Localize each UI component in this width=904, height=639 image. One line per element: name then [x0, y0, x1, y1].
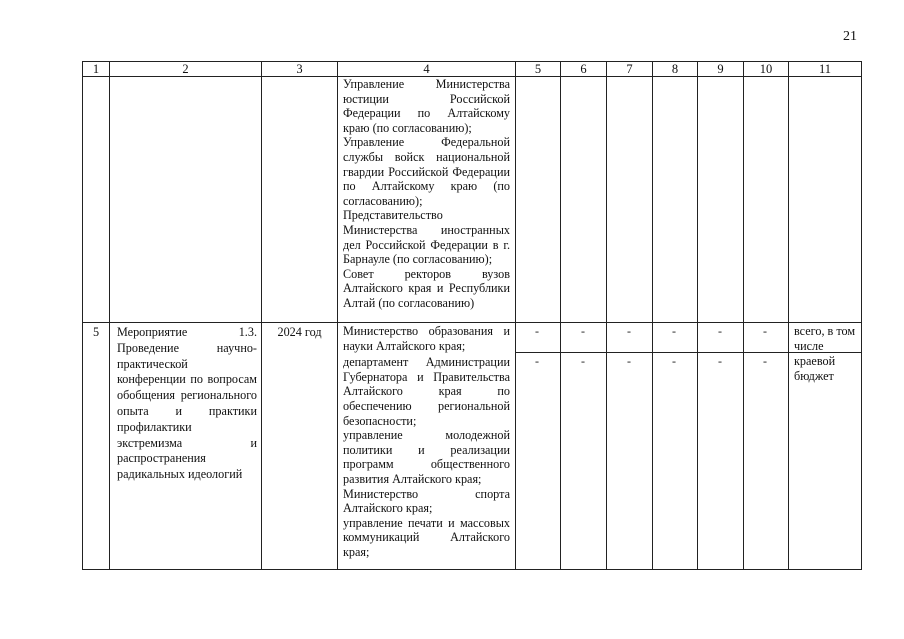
header-col-6: 6: [580, 62, 587, 76]
header-col-8: 8: [671, 62, 679, 76]
value-col7-regional: -: [627, 354, 631, 368]
value-col7-total: -: [627, 324, 631, 338]
row5-executors: [343, 324, 510, 560]
funding-source-total: всего, в том числе: [794, 324, 856, 353]
executor-item: Управление Федеральной службы войск национальной гвардии Российской Федерации по Алтайскому краю (по согласованию);: [343, 135, 510, 208]
value-col5-total: -: [535, 324, 539, 338]
header-col-11: 11: [818, 62, 832, 76]
value-col8-regional: -: [672, 354, 676, 368]
executor-item: управление печати и массовых коммуникаций Алтайского края;: [343, 515, 510, 559]
value-col9-regional: -: [718, 354, 722, 368]
value-col10-regional: -: [763, 354, 767, 368]
measure-year: 2024 год: [277, 325, 322, 339]
executor-item: департамент Администрации Губернатора и Правительства Алтайского края по обеспечению региональной безопасности;: [343, 355, 510, 428]
header-col-3: 3: [296, 62, 303, 76]
header-col-5: 5: [534, 62, 542, 76]
value-col6-regional: -: [581, 354, 585, 368]
executor-item: Министерство образования и науки Алтайского края;: [343, 324, 510, 353]
header-col-9: 9: [717, 62, 724, 76]
row-number: 5: [92, 325, 100, 339]
continuation-executors: [343, 77, 510, 311]
value-col10-total: -: [763, 324, 767, 338]
value-col9-total: -: [718, 324, 722, 338]
executor-item: Совет ректоров вузов Алтайского края и Республики Алтай (по согласованию): [343, 266, 510, 310]
header-col-4: 4: [423, 62, 430, 76]
value-col5-regional: -: [535, 354, 539, 368]
value-col6-total: -: [581, 324, 585, 338]
executor-item: Управление Министерства юстиции Российской Федерации по Алтайскому краю (по согласованию);: [343, 77, 510, 135]
header-col-7: 7: [626, 62, 633, 76]
page-number: 21: [843, 29, 857, 44]
header-col-10: 10: [759, 62, 773, 76]
executor-item: Представительство Министерства иностранных дел Российской Федерации в г. Барнауле (по согласованию);: [343, 208, 510, 267]
funding-source-regional: краевой бюджет: [794, 354, 836, 383]
measure-description: Мероприятие 1.3. Проведение научно-практической конференции по вопросам обобщения регионального опыта и практики профилактики экстремизма и распространения радикальных идеологий: [117, 325, 257, 482]
header-col-1: 1: [92, 62, 100, 76]
executor-item: Министерство спорта Алтайского края;: [343, 486, 510, 516]
executor-item: управление молодежной политики и реализации программ общественного развития Алтайского края;: [343, 428, 510, 486]
header-col-2: 2: [182, 62, 189, 76]
value-col8-total: -: [672, 324, 676, 338]
